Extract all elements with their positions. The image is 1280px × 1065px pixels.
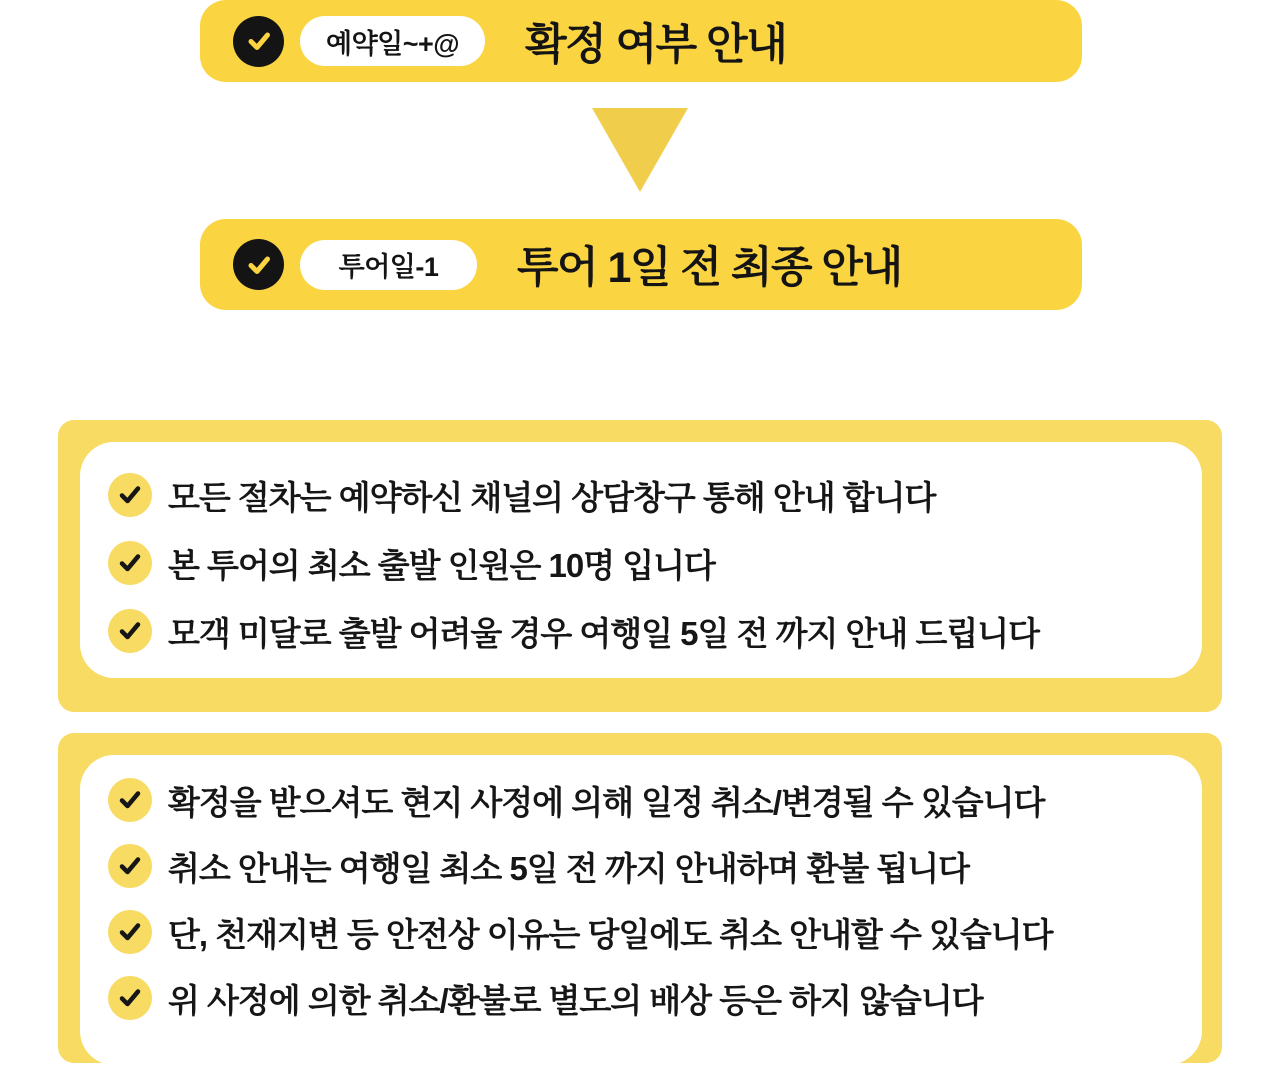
check-icon <box>244 250 274 280</box>
step-title: 투어 1일 전 최종 안내 <box>517 244 902 292</box>
yellow-check-bullet <box>108 473 152 517</box>
yellow-check-bullet <box>108 541 152 585</box>
notice-item <box>108 541 1202 585</box>
notice-item <box>108 473 1202 517</box>
check-icon <box>116 549 144 577</box>
notice-item-text: 확정을 받으셔도 현지 사정에 의해 일정 취소/변경될 수 있습니다 <box>168 783 1045 821</box>
check-icon <box>116 918 144 946</box>
yellow-check-bullet <box>108 910 152 954</box>
notice-section-departure <box>58 420 1222 712</box>
check-icon <box>116 481 144 509</box>
check-icon <box>244 26 274 56</box>
notice-item-text: 위 사정에 의한 취소/환불로 별도의 배상 등은 하지 않습니다 <box>168 981 983 1019</box>
down-arrow-icon <box>592 108 688 192</box>
check-icon <box>116 984 144 1012</box>
notice-item <box>108 976 1202 1020</box>
check-icon <box>116 617 144 645</box>
notice-item-text: 단, 천재지변 등 안전상 이유는 당일에도 취소 안내할 수 있습니다 <box>168 915 1053 953</box>
notice-item-text: 취소 안내는 여행일 최소 5일 전 까지 안내하며 환불 됩니다 <box>168 849 970 887</box>
notice-item-text: 본 투어의 최소 출발 인원은 10명 입니다 <box>168 546 715 584</box>
check-icon <box>116 786 144 814</box>
flow-step-confirmation-banner <box>200 0 1082 82</box>
yellow-check-bullet <box>108 844 152 888</box>
notice-item <box>108 609 1202 653</box>
step-timing-pill: 투어일-1 <box>300 240 477 290</box>
yellow-check-bullet <box>108 609 152 653</box>
notice-section-cancellation <box>58 733 1222 1063</box>
notice-item-text: 모객 미달로 출발 어려울 경우 여행일 5일 전 까지 안내 드립니다 <box>168 614 1039 652</box>
step-timing-pill: 예약일~+@ <box>300 16 485 66</box>
notice-card <box>80 442 1202 678</box>
notice-card <box>80 755 1202 1065</box>
yellow-check-bullet <box>108 976 152 1020</box>
notice-item <box>108 778 1202 822</box>
step-title: 확정 여부 안내 <box>525 20 787 69</box>
notice-item <box>108 844 1202 888</box>
notice-item-text: 모든 절차는 예약하신 채널의 상담창구 통해 안내 합니다 <box>168 478 936 516</box>
black-check-badge <box>233 16 284 67</box>
check-icon <box>116 852 144 880</box>
notice-item <box>108 910 1202 954</box>
yellow-check-bullet <box>108 778 152 822</box>
black-check-badge <box>233 239 284 290</box>
flow-step-final-notice-banner <box>200 219 1082 310</box>
